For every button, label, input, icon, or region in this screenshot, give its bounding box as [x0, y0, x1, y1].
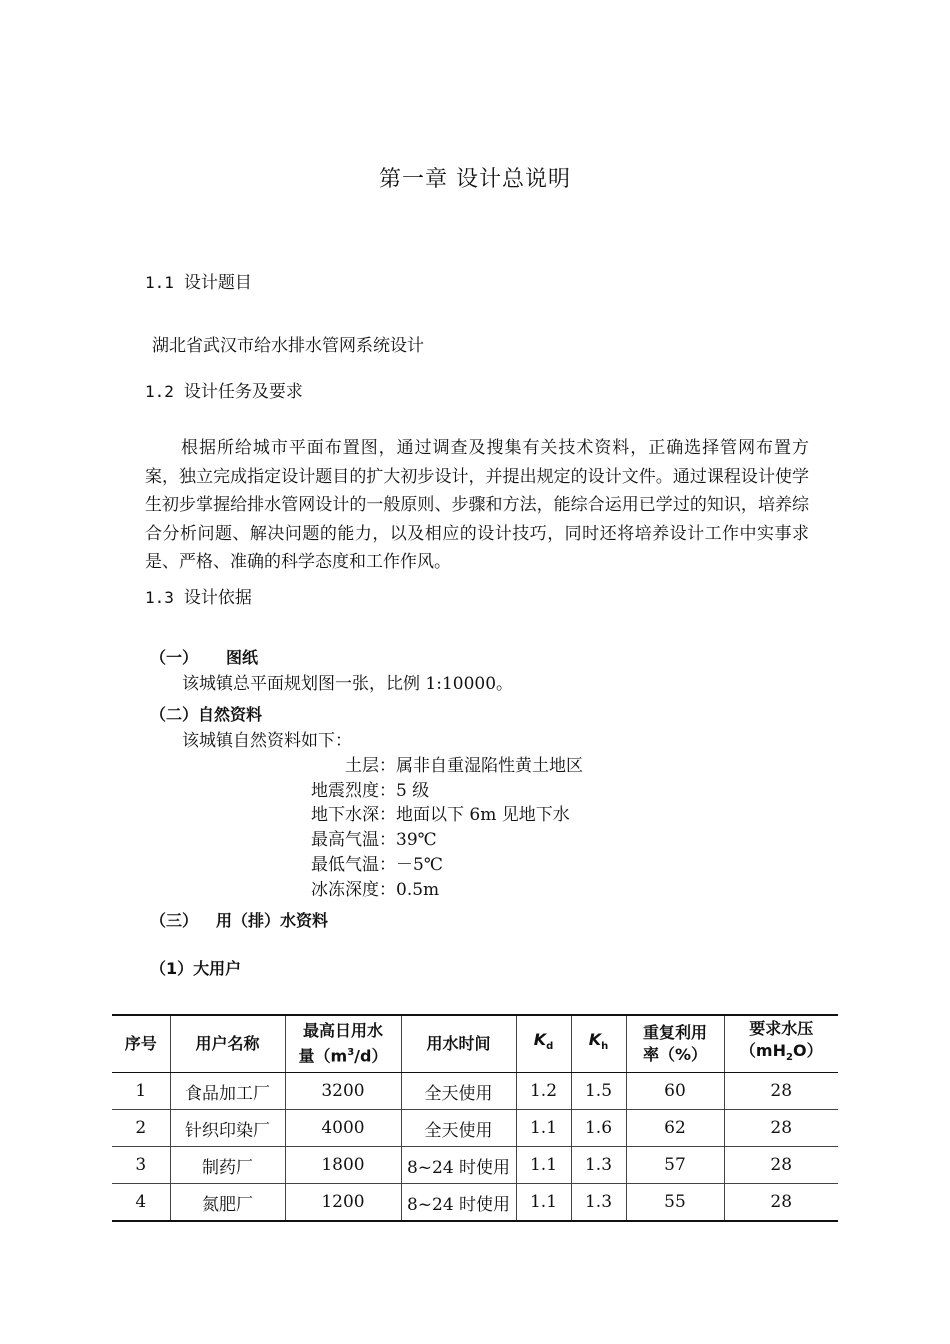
- cell-name: 制药厂: [170, 1147, 285, 1184]
- water-paren: （三）: [150, 911, 199, 930]
- item-value: 地面以下 6m 见地下水: [396, 805, 570, 825]
- header-no: 序号: [112, 1015, 170, 1073]
- header-max-daily-line2: 量（m: [298, 1046, 348, 1066]
- cell-kh: 1.5: [571, 1073, 626, 1110]
- cell-name: 食品加工厂: [170, 1073, 285, 1110]
- header-kd-k: K: [533, 1030, 547, 1050]
- natural-heading: （二）自然资料: [150, 705, 263, 724]
- item-key: 最低气温：: [311, 855, 396, 875]
- cell-kd: 1.1: [516, 1110, 571, 1147]
- header-reuse: [626, 1015, 724, 1073]
- header-max-daily-sup: 3: [347, 1047, 355, 1059]
- cell-max-daily: 1800: [285, 1147, 401, 1184]
- cell-kh: 1.6: [571, 1110, 626, 1147]
- water-heading: [150, 908, 328, 931]
- item-key: 地下水深：: [311, 805, 396, 825]
- item-value: 5 级: [396, 781, 430, 801]
- table-row: [112, 1073, 838, 1110]
- header-pressure-line1: 要求水压: [749, 1019, 814, 1039]
- cell-kh: 1.3: [571, 1184, 626, 1222]
- section-heading-1-3: [145, 583, 252, 608]
- section-label: 设计依据: [183, 588, 252, 608]
- natural-item: [0, 875, 950, 900]
- cell-no: 3: [112, 1147, 170, 1184]
- section-number: 1.2: [145, 382, 174, 401]
- header-pressure: [724, 1015, 838, 1073]
- cell-kh: 1.3: [571, 1147, 626, 1184]
- cell-time: 全天使用: [401, 1110, 516, 1147]
- cell-reuse: 57: [626, 1147, 724, 1184]
- item-key: 冰冻深度：: [311, 880, 396, 900]
- natural-item: [0, 825, 950, 850]
- header-kh-sub: h: [601, 1041, 609, 1053]
- item-key: 最高气温：: [311, 830, 396, 850]
- table-row: [112, 1147, 838, 1184]
- drawings-label: 图纸: [226, 648, 259, 667]
- section-label: 设计题目: [183, 273, 252, 293]
- section-number: 1.1: [145, 273, 174, 292]
- large-users-table: [112, 1014, 838, 1222]
- cell-pressure: 28: [724, 1110, 838, 1147]
- item-value: 属非自重湿陷性黄土地区: [396, 756, 583, 776]
- header-pressure-line2: （mH: [739, 1041, 786, 1061]
- header-max-daily-line2-end: /d）: [354, 1046, 388, 1066]
- natural-item: [0, 751, 950, 776]
- cell-kd: 1.1: [516, 1184, 571, 1222]
- design-topic: 湖北省武汉市给水排水管网系统设计: [152, 336, 424, 356]
- cell-max-daily: 3200: [285, 1073, 401, 1110]
- cell-name: 氮肥厂: [170, 1184, 285, 1222]
- header-kh-k: K: [588, 1030, 602, 1050]
- large-users-heading: （1）大用户: [150, 959, 242, 978]
- header-time: 用水时间: [401, 1015, 516, 1073]
- header-name: 用户名称: [170, 1015, 285, 1073]
- cell-no: 1: [112, 1073, 170, 1110]
- header-kh: [571, 1015, 626, 1073]
- section-heading-1-1: [145, 268, 252, 293]
- item-key: 土层：: [345, 756, 396, 776]
- item-value: －5℃: [396, 855, 443, 875]
- cell-pressure: 28: [724, 1073, 838, 1110]
- section-number: 1.3: [145, 588, 174, 607]
- cell-kd: 1.1: [516, 1147, 571, 1184]
- header-pressure-sub: 2: [786, 1052, 793, 1064]
- table-header-row: [112, 1015, 838, 1073]
- section-heading-1-2: [145, 377, 303, 402]
- header-pressure-line2-end: O）: [792, 1041, 823, 1061]
- drawings-text: 该城镇总平面规划图一张，比例 1:10000。: [182, 674, 514, 694]
- cell-reuse: 62: [626, 1110, 724, 1147]
- cell-time: 8~24 时使用: [401, 1147, 516, 1184]
- header-max-daily-line1: 最高日用水: [302, 1021, 383, 1041]
- task-paragraph: 根据所给城市平面布置图，通过调查及搜集有关技术资料，正确选择管网布置方案，独立完成指定设计题目的扩大初步设计，并提出规定的设计文件。通过课程设计使学生初步掌握给排水管网设计的一般原则、步骤和方法，能综合运用已学过的知识，培养综合分析问题、解决问题的能力，以及相应的设计技巧，同时还将培养设计工作中实事求是、严格、准确的科学态度和工作作风。: [145, 438, 809, 573]
- natural-item: [0, 776, 950, 801]
- header-kd-sub: d: [546, 1041, 554, 1053]
- header-reuse-line2: 率（%）: [642, 1045, 708, 1064]
- natural-intro: 该城镇自然资料如下：: [182, 731, 352, 751]
- cell-max-daily: 1200: [285, 1184, 401, 1222]
- natural-item: [0, 850, 950, 875]
- chapter-title: 第一章 设计总说明: [379, 167, 571, 192]
- drawings-paren: （一）: [150, 648, 199, 667]
- item-value: 0.5m: [396, 880, 440, 900]
- cell-no: 4: [112, 1184, 170, 1222]
- cell-reuse: 60: [626, 1073, 724, 1110]
- table-row: [112, 1184, 838, 1222]
- cell-pressure: 28: [724, 1184, 838, 1222]
- cell-kd: 1.2: [516, 1073, 571, 1110]
- natural-item: [0, 800, 950, 825]
- header-kd: [516, 1015, 571, 1073]
- table-row: [112, 1110, 838, 1147]
- cell-name: 针织印染厂: [170, 1110, 285, 1147]
- drawings-heading: [150, 645, 258, 668]
- item-key: 地震烈度：: [311, 781, 396, 801]
- cell-time: 8~24 时使用: [401, 1184, 516, 1222]
- cell-max-daily: 4000: [285, 1110, 401, 1147]
- item-value: 39℃: [396, 830, 437, 850]
- cell-time: 全天使用: [401, 1073, 516, 1110]
- header-max-daily: [285, 1015, 401, 1073]
- section-label: 设计任务及要求: [183, 382, 303, 402]
- cell-pressure: 28: [724, 1147, 838, 1184]
- water-label: 用（排）水资料: [216, 911, 329, 930]
- cell-reuse: 55: [626, 1184, 724, 1222]
- header-reuse-line1: 重复利用: [642, 1023, 707, 1042]
- cell-no: 2: [112, 1110, 170, 1147]
